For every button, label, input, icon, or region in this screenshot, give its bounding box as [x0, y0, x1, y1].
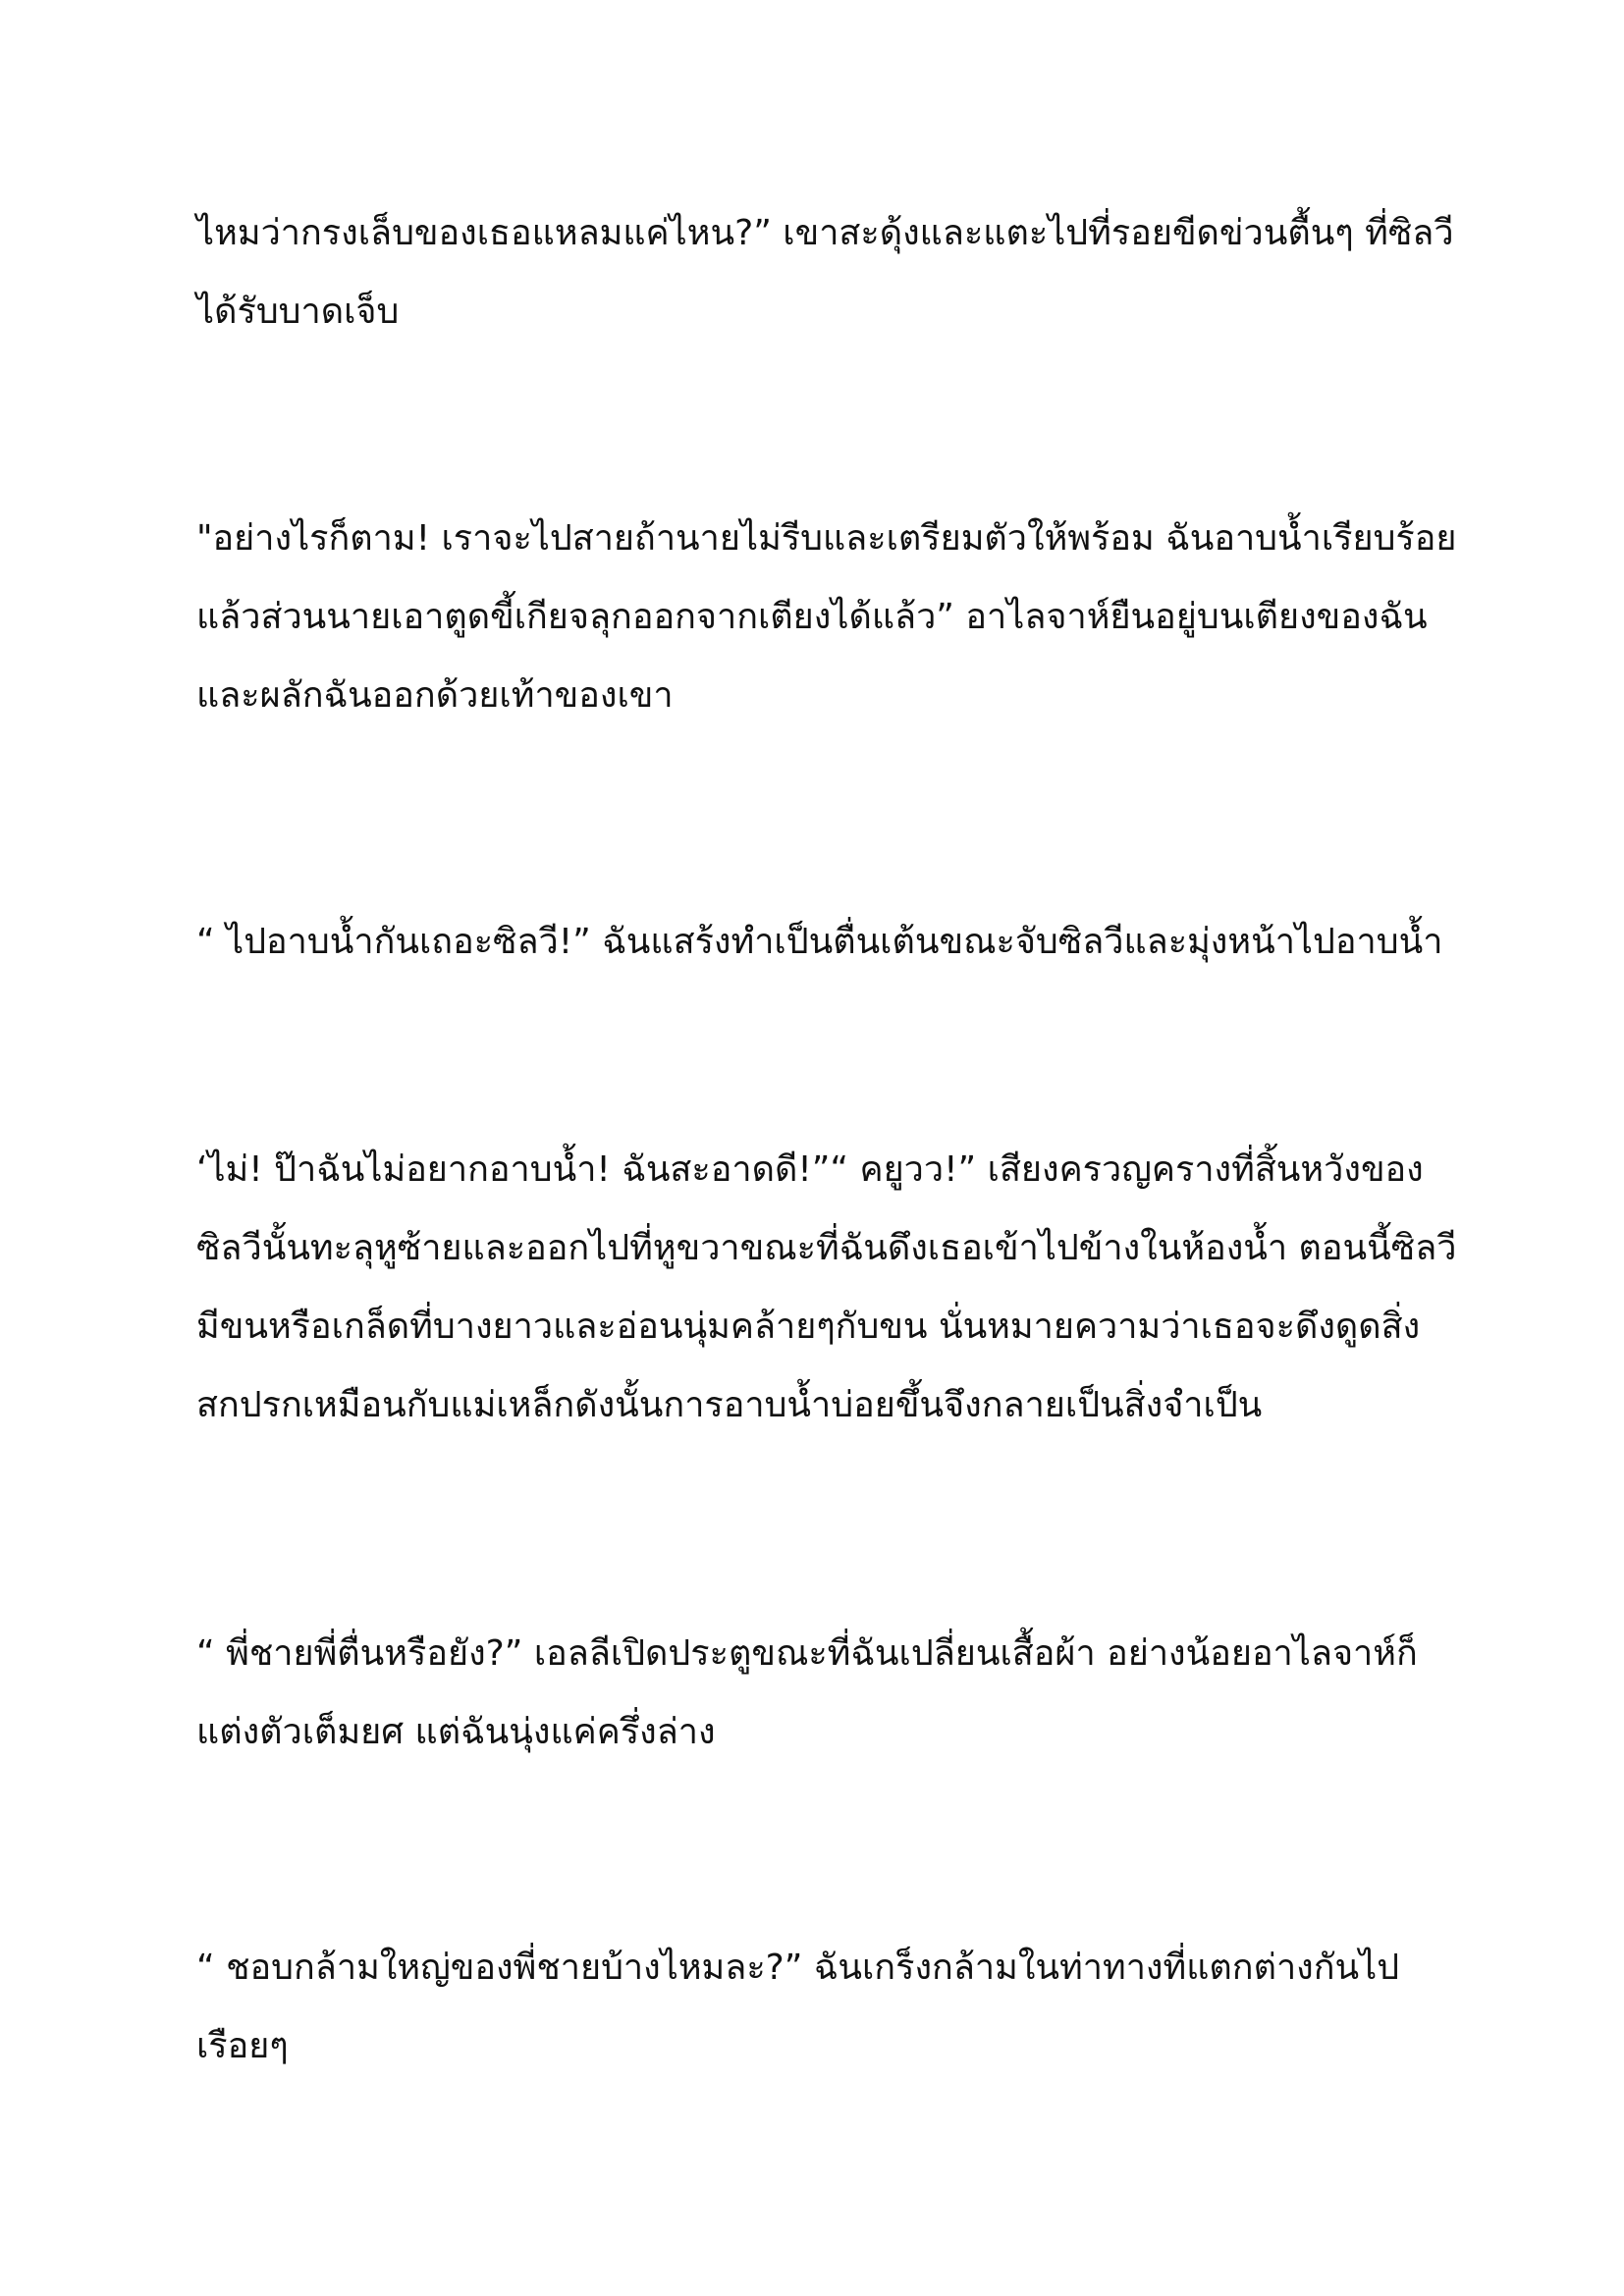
- paragraph-line: "อย่างไรก็ตาม! เราจะไปสายถ้านายไม่รีบและเตรียมตัวให้พร้อม ฉันอาบน้ำเรียบร้อย: [196, 518, 1457, 559]
- paragraph-3: [196, 903, 1443, 982]
- paragraph-line: “ พี่ชายพี่ตื่นหรือยัง?” เอลลีเปิดประตูขณะที่ฉันเปลี่ยนเสื้อผ้า อย่างน้อยอาไลจาห์ก็: [196, 1633, 1418, 1674]
- paragraph-6: [196, 1929, 1443, 2086]
- paragraph-line: ซิลวีนั้นทะลุหูซ้ายและออกไปที่หูขวาขณะที่ฉันดึงเธอเข้าไปข้างในห้องน้ำ ตอนนี้ซิลวี: [196, 1228, 1457, 1268]
- paragraph-line: แล้วส่วนนายเอาตูดขี้เกียจลุกออกจากเตียงได้แล้ว” อาไลจาห์ยืนอยู่บนเตียงของฉัน: [196, 597, 1428, 637]
- paragraph-line: แต่งตัวเต็มยศ แต่ฉันนุ่งแค่ครึ่งล่าง: [196, 1712, 716, 1752]
- paragraph-line: มีขนหรือเกล็ดที่บางยาวและอ่อนนุ่มคล้ายๆกับขน นั่นหมายความว่าเธอจะดึงดูดสิ่ง: [196, 1307, 1421, 1347]
- paragraph-line: “ ไปอาบน้ำกันเถอะซิลวี!” ฉันแสร้งทำเป็นตื่นเต้นขณะจับซิลวีและมุ่งหน้าไปอาบน้ำ: [196, 922, 1443, 962]
- paragraph-1: [196, 194, 1454, 351]
- paragraph-line: และผลักฉันออกด้วยเท้าของเขา: [196, 675, 674, 716]
- paragraph-line: สกปรกเหมือนกับแม่เหล็กดังนั้นการอาบน้ำบ่อยขึ้นจึงกลายเป็นสิ่งจำเป็น: [196, 1385, 1263, 1425]
- paragraph-line: ไหมว่ากรงเล็บของเธอแหลมแค่ไหน?” เขาสะดุ้งและแตะไปที่รอยขีดข่วนตื้นๆ ที่ซิลวี: [196, 213, 1454, 253]
- paragraph-line: เรือยๆ: [196, 2026, 289, 2066]
- paragraph-line: ได้รับบาดเจ็บ: [196, 292, 400, 332]
- paragraph-2: [196, 500, 1457, 735]
- paragraph-line: ‘ไม่! ป๊าฉันไม่อยากอาบน้ำ! ฉันสะอาดดี!”“ คยูวว!” เสียงครวญครางที่สิ้นหวังของ: [196, 1149, 1424, 1190]
- paragraph-5: [196, 1615, 1443, 1772]
- paragraph-line: “ ชอบกล้ามใหญ่ของพี่ชายบ้างไหมละ?” ฉันเกร็งกล้ามในท่าทางที่แตกต่างกันไป: [196, 1948, 1400, 1988]
- paragraph-4: [196, 1131, 1457, 1445]
